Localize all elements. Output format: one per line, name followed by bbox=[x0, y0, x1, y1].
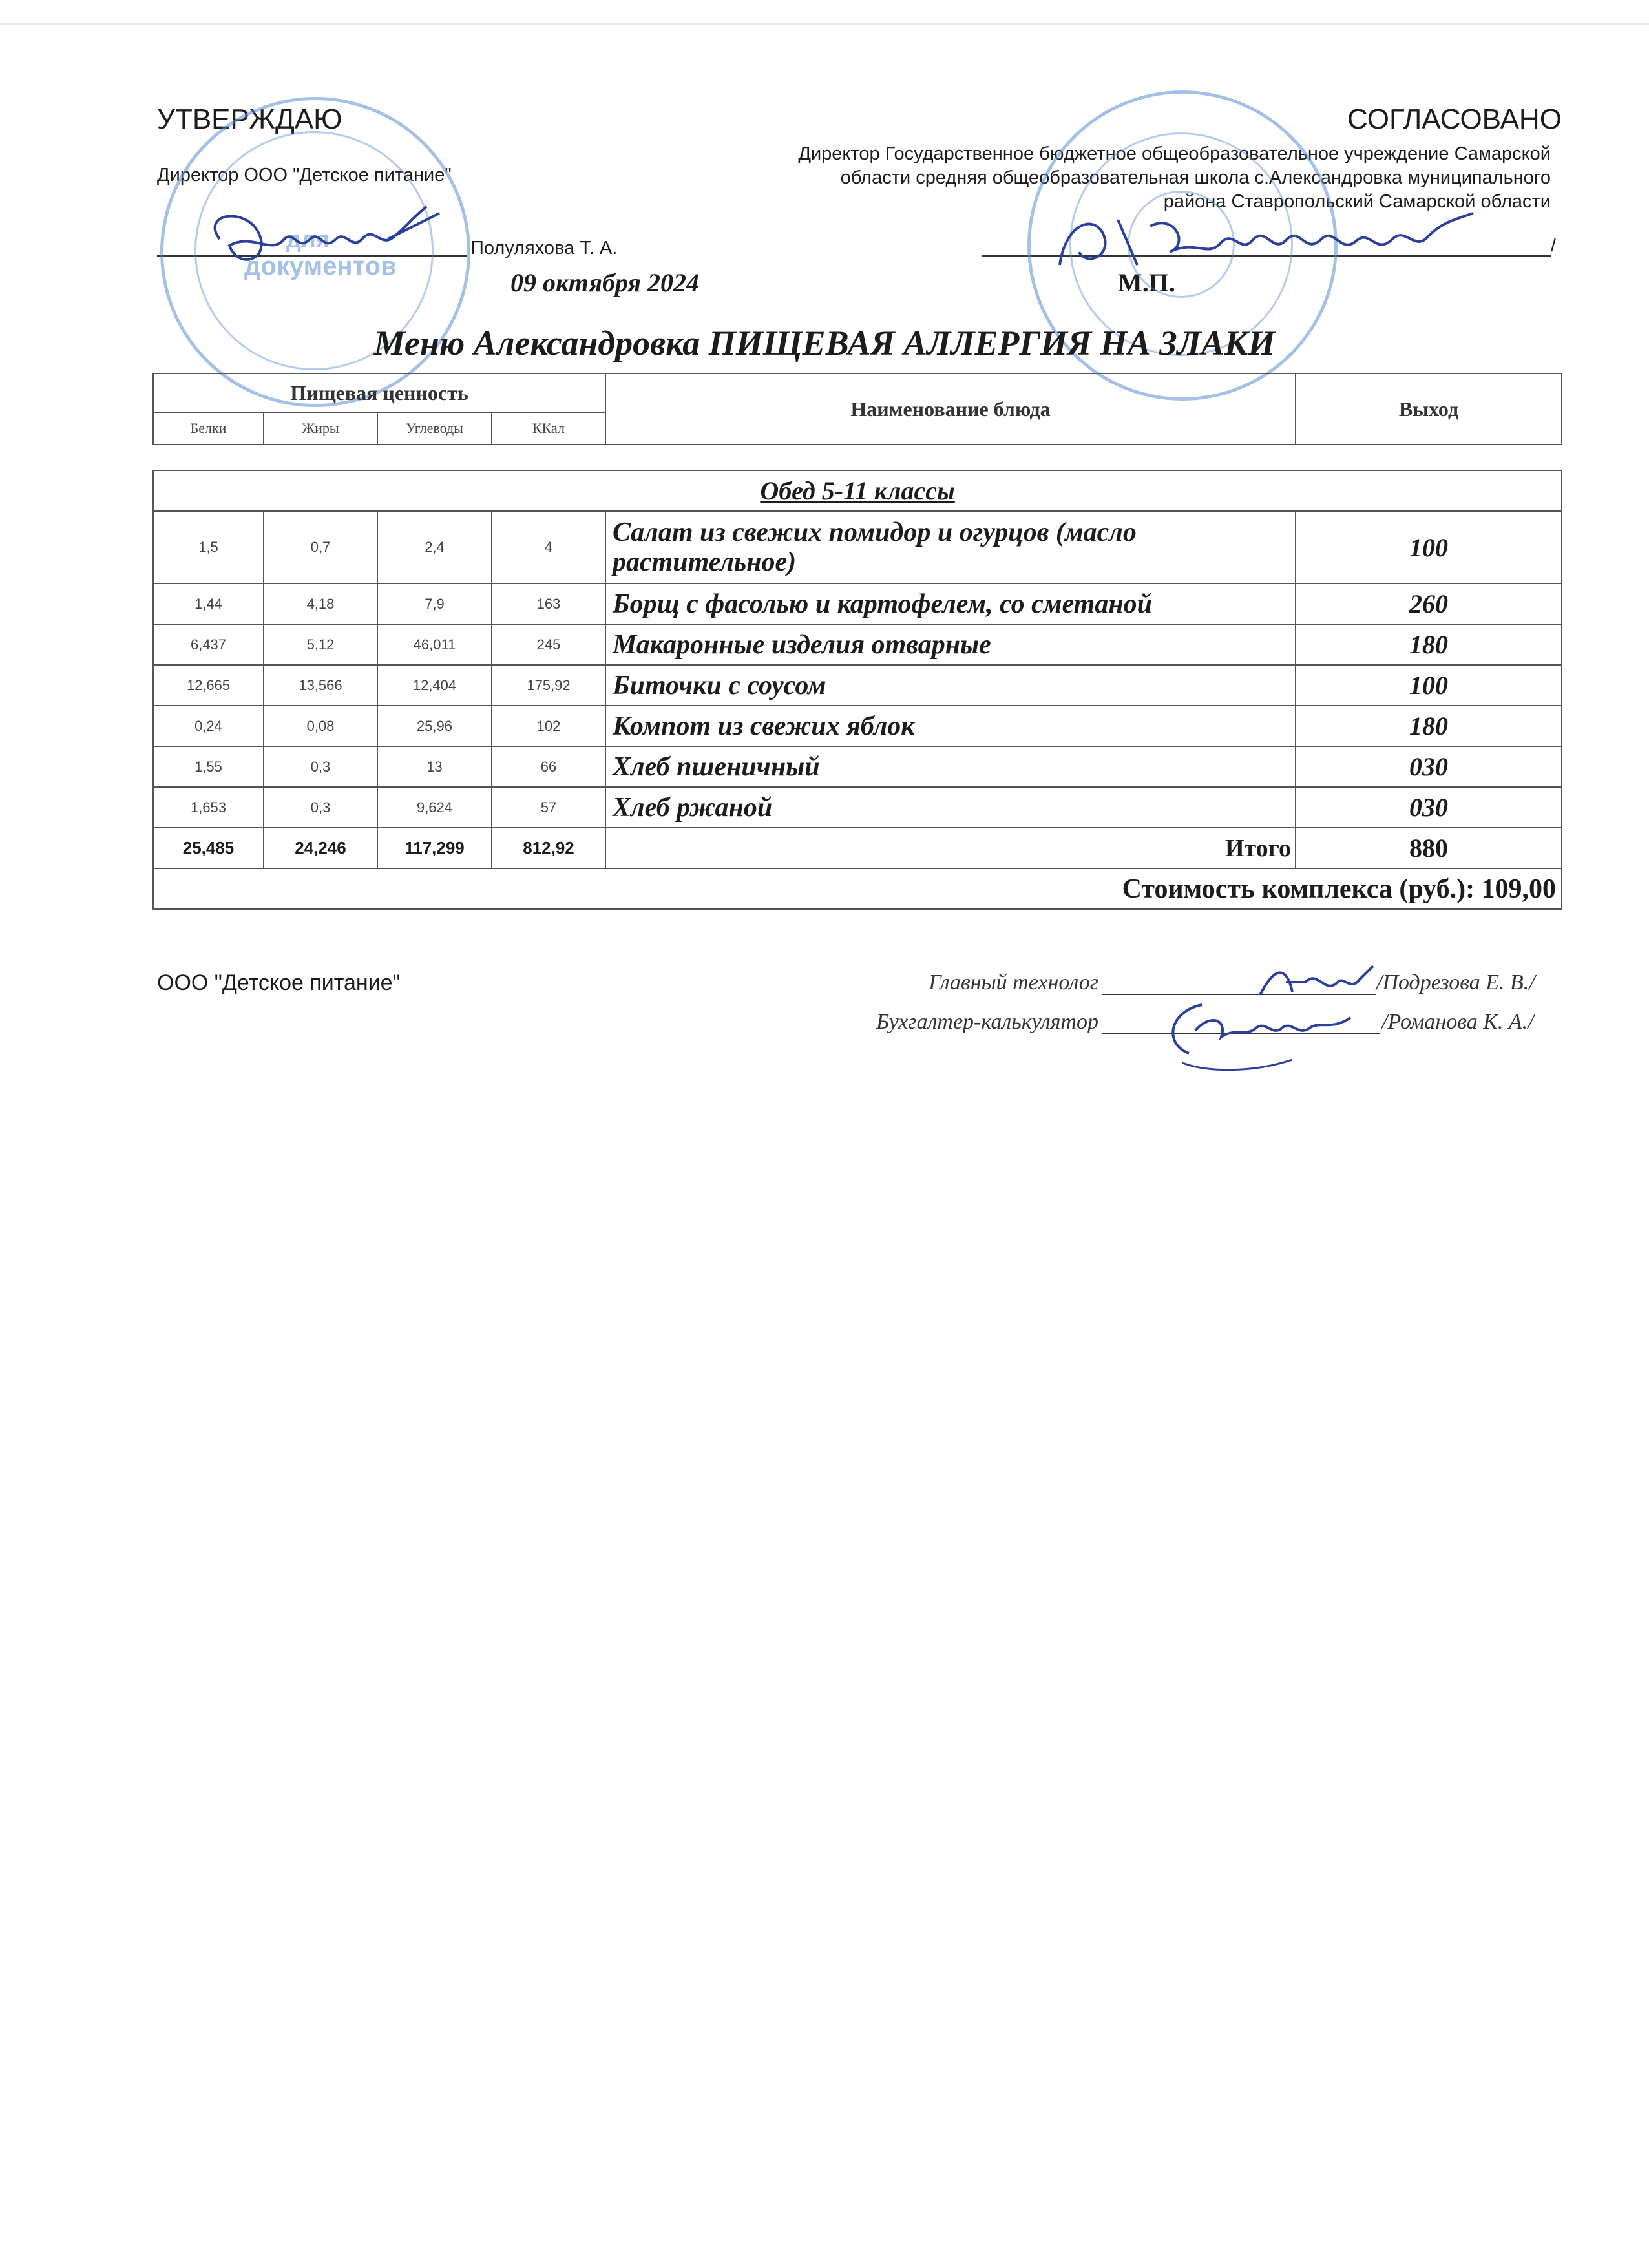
row-dish: Хлеб пшеничный bbox=[605, 746, 1296, 787]
row-kcal: 102 bbox=[492, 706, 605, 746]
row-proteins: 12,665 bbox=[153, 665, 264, 706]
row-dish: Салат из свежих помидор и огурцов (масло растительное) bbox=[605, 511, 1296, 583]
row-carbs: 9,624 bbox=[377, 787, 492, 828]
agree-position-line3: района Ставропольский Самарской области bbox=[1163, 191, 1551, 212]
row-carbs: 13 bbox=[377, 746, 492, 787]
row-carbs: 2,4 bbox=[377, 511, 492, 583]
table-row bbox=[153, 583, 1562, 624]
row-fats: 4,18 bbox=[264, 583, 377, 624]
table-row bbox=[153, 511, 1562, 583]
row-kcal: 66 bbox=[492, 746, 605, 787]
nutrition-header: Пищевая ценность bbox=[153, 373, 605, 412]
stamp-place-label: М.П. bbox=[1118, 268, 1175, 297]
row-proteins: 1,44 bbox=[153, 583, 264, 624]
scan-edge-line bbox=[0, 23, 1649, 25]
table-row bbox=[153, 746, 1562, 787]
table-row bbox=[153, 624, 1562, 665]
row-proteins: 1,5 bbox=[153, 511, 264, 583]
row-fats: 0,08 bbox=[264, 706, 377, 746]
agree-position-line2: области средняя общеобразовательная школа с.Александровка муниципального bbox=[840, 167, 1551, 188]
row-proteins: 1,653 bbox=[153, 787, 264, 828]
technologist-label: Главный технолог bbox=[929, 971, 1098, 994]
row-kcal: 175,92 bbox=[492, 665, 605, 706]
row-kcal: 4 bbox=[492, 511, 605, 583]
row-dish: Биточки с соусом bbox=[605, 665, 1296, 706]
dish-header: Наименование блюда bbox=[605, 373, 1296, 445]
agree-title: СОГЛАСОВАНО bbox=[1347, 103, 1562, 135]
output-header: Выход bbox=[1296, 373, 1562, 445]
row-output: 100 bbox=[1296, 665, 1562, 706]
row-dish: Борщ с фасолью и картофелем, со сметаной bbox=[605, 583, 1296, 624]
row-output: 030 bbox=[1296, 746, 1562, 787]
table-row bbox=[153, 706, 1562, 746]
row-kcal: 163 bbox=[492, 583, 605, 624]
menu-header-table bbox=[152, 373, 1562, 445]
row-carbs: 12,404 bbox=[377, 665, 492, 706]
row-dish: Компот из свежих яблок bbox=[605, 706, 1296, 746]
approve-title: УТВЕРЖДАЮ bbox=[157, 103, 342, 135]
fats-header: Жиры bbox=[264, 412, 377, 445]
row-proteins: 6,437 bbox=[153, 624, 264, 665]
row-dish: Хлеб ржаной bbox=[605, 787, 1296, 828]
company-stamp: для документов bbox=[160, 97, 470, 407]
total-label: Итого bbox=[605, 828, 1296, 868]
row-output: 030 bbox=[1296, 787, 1562, 828]
menu-table bbox=[152, 470, 1562, 910]
row-kcal: 57 bbox=[492, 787, 605, 828]
agree-slash: / bbox=[1551, 235, 1557, 256]
accountant-name: /Романова К. А./ bbox=[1381, 1010, 1534, 1034]
row-proteins: 1,55 bbox=[153, 746, 264, 787]
row-output: 100 bbox=[1296, 511, 1562, 583]
table-row bbox=[153, 787, 1562, 828]
agree-position-line1: Директор Государственное бюджетное общеобразовательное учреждение Самарской bbox=[798, 143, 1551, 164]
row-carbs: 7,9 bbox=[377, 583, 492, 624]
row-fats: 0,3 bbox=[264, 746, 377, 787]
row-fats: 0,3 bbox=[264, 787, 377, 828]
proteins-header: Белки bbox=[153, 412, 264, 445]
row-fats: 13,566 bbox=[264, 665, 377, 706]
accountant-signature bbox=[1144, 992, 1357, 1076]
accountant-label: Бухгалтер-калькулятор bbox=[876, 1010, 1098, 1034]
menu-title: Меню Александровка ПИЩЕВАЯ АЛЛЕРГИЯ НА ЗЛАКИ bbox=[373, 324, 1276, 362]
row-output: 260 bbox=[1296, 583, 1562, 624]
total-output: 880 bbox=[1296, 828, 1562, 868]
agree-signature bbox=[1047, 194, 1486, 291]
kcal-header: ККал bbox=[492, 412, 605, 445]
row-fats: 5,12 bbox=[264, 624, 377, 665]
approve-name: Полуляхова Т. А. bbox=[470, 238, 618, 258]
complex-cost: Стоимость комплекса (руб.): 109,00 bbox=[153, 868, 1562, 909]
row-output: 180 bbox=[1296, 624, 1562, 665]
footer-company: ООО "Детское питание" bbox=[157, 971, 401, 995]
total-kcal: 812,92 bbox=[492, 828, 605, 868]
approve-position: Директор ООО "Детское питание" bbox=[157, 165, 452, 185]
technologist-name: /Подрезова Е. В./ bbox=[1376, 971, 1535, 994]
row-output: 180 bbox=[1296, 706, 1562, 746]
row-kcal: 245 bbox=[492, 624, 605, 665]
row-fats: 0,7 bbox=[264, 511, 377, 583]
total-carbs: 117,299 bbox=[377, 828, 492, 868]
approval-date: 09 октября 2024 bbox=[510, 268, 699, 297]
row-carbs: 25,96 bbox=[377, 706, 492, 746]
carbs-header: Углеводы bbox=[377, 412, 492, 445]
row-proteins: 0,24 bbox=[153, 706, 264, 746]
row-dish: Макаронные изделия отварные bbox=[605, 624, 1296, 665]
row-carbs: 46,011 bbox=[377, 624, 492, 665]
total-proteins: 25,485 bbox=[153, 828, 264, 868]
total-row bbox=[153, 828, 1562, 868]
section-title: Обед 5-11 классы bbox=[153, 470, 1562, 511]
approve-signature bbox=[194, 194, 465, 284]
table-row bbox=[153, 665, 1562, 706]
total-fats: 24,246 bbox=[264, 828, 377, 868]
